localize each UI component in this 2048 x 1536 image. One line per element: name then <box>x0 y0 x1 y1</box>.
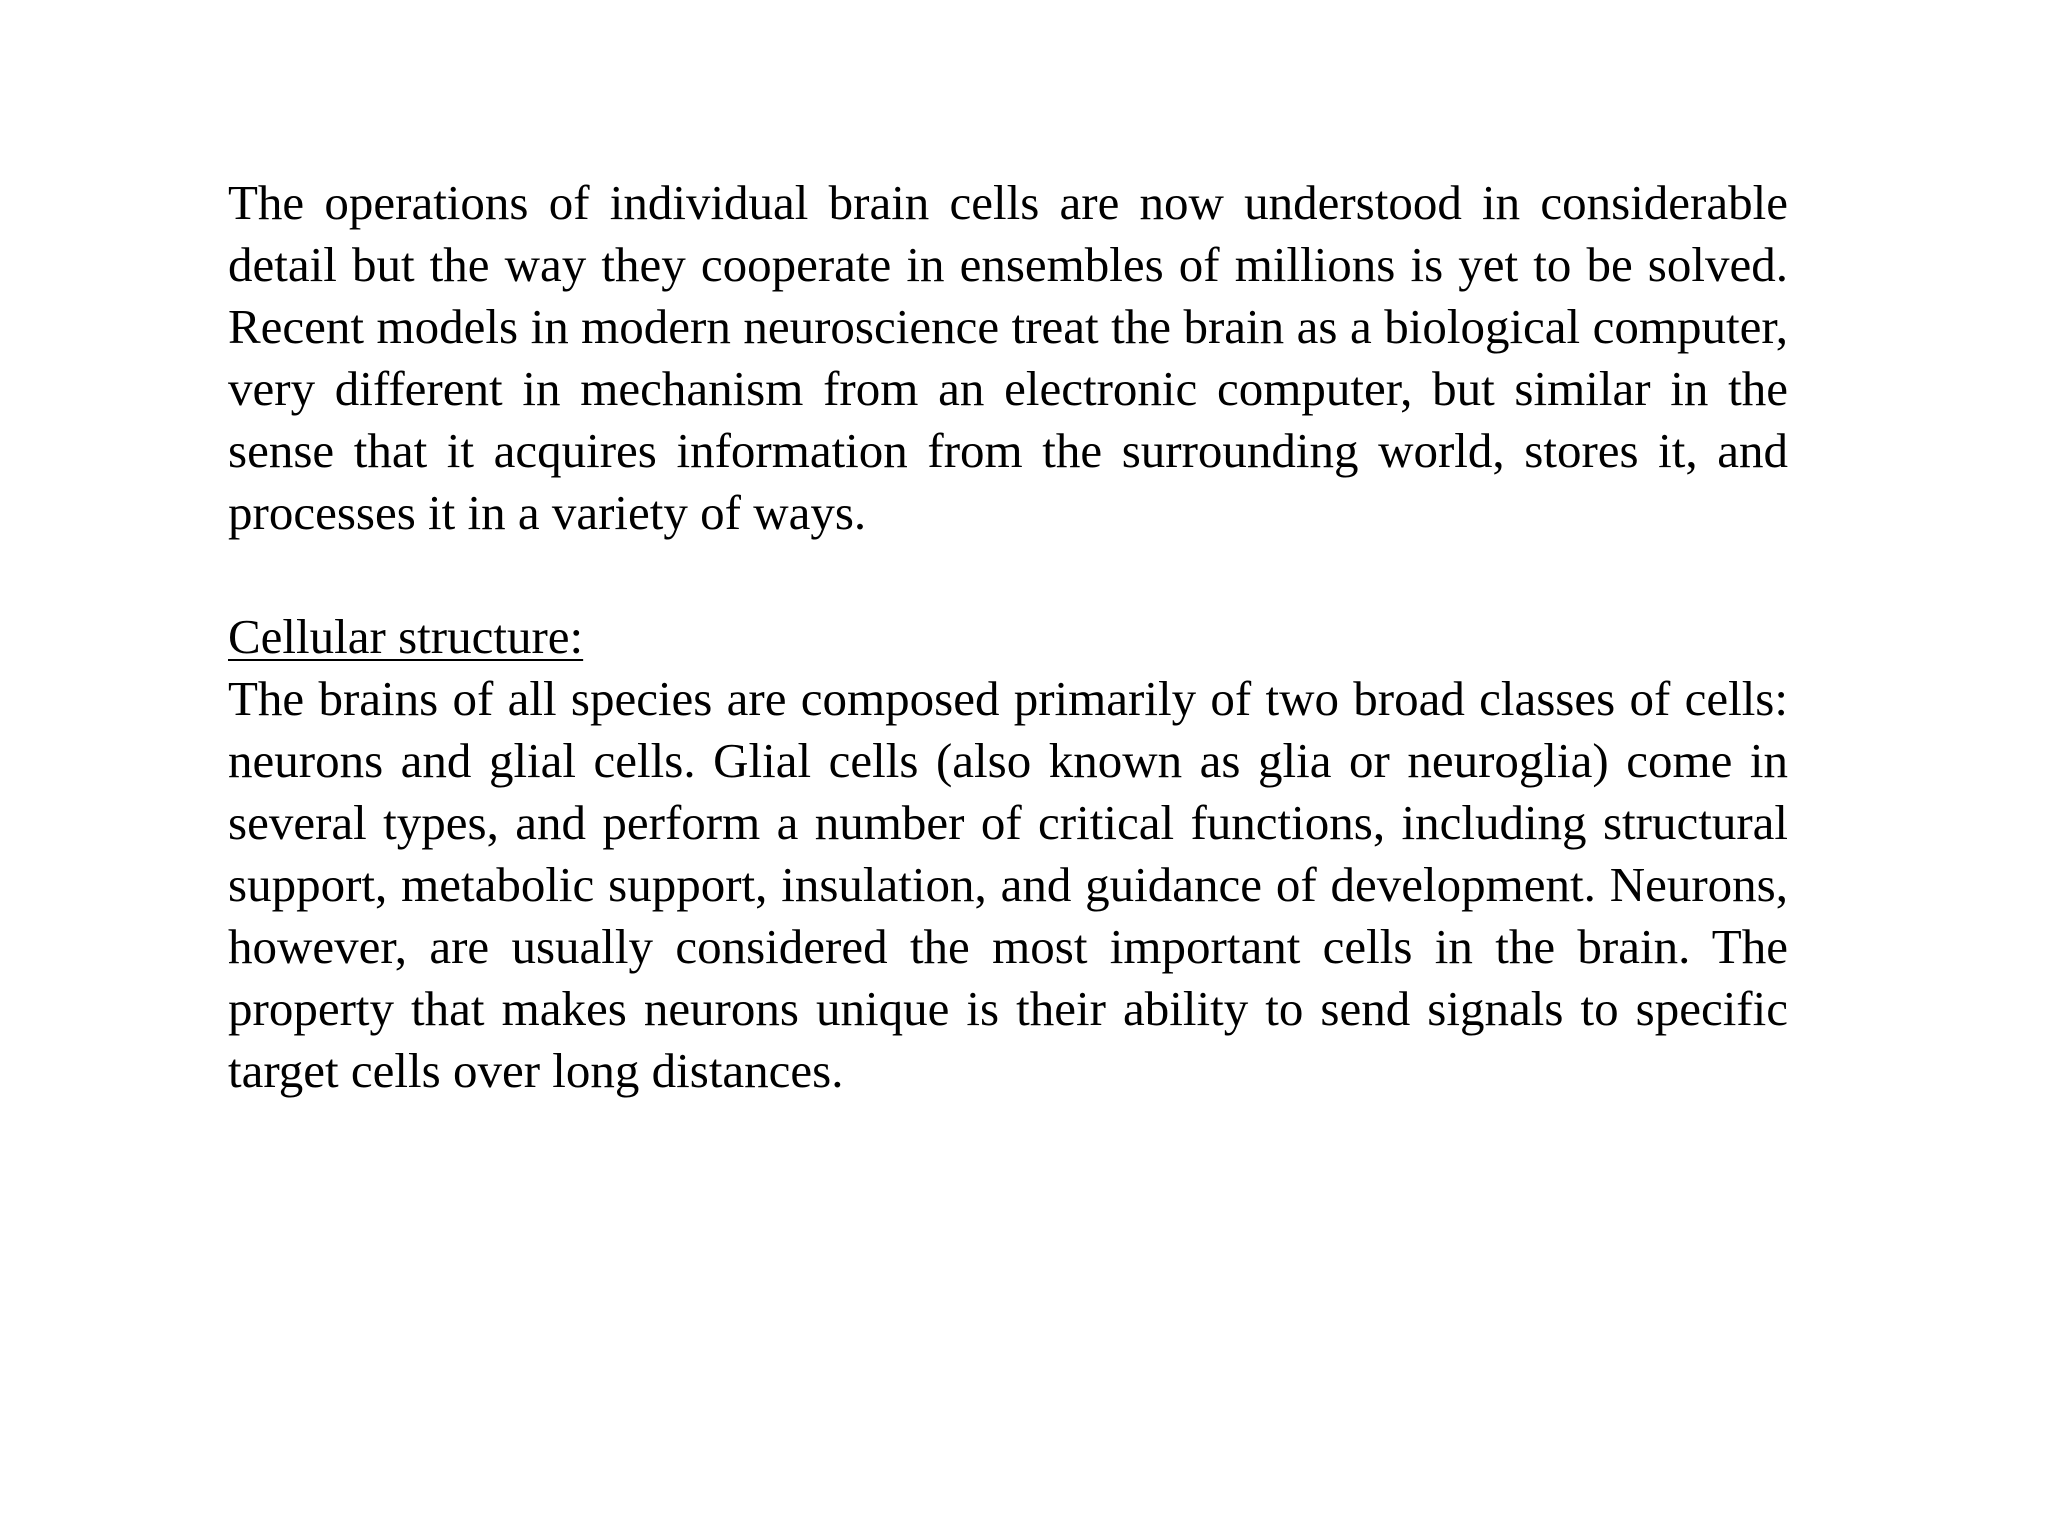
document-body <box>228 172 1788 1102</box>
intro-paragraph: The operations of individual brain cells are now understood in considerable detail but the way they cooperate in ensembles of millions is yet to be solved. Recent models in modern neuroscience treat the brain as a biological computer, very different in mechanism from an electronic computer, but similar in the sense that it acquires information from the surrounding world, stores it, and processes it in a variety of ways. <box>228 175 1788 540</box>
paragraph-spacer <box>228 544 1788 606</box>
section-heading: Cellular structure: <box>228 609 584 664</box>
section-paragraph: The brains of all species are composed primarily of two broad classes of cells: neurons and glial cells. Glial cells (also known as glia or neuroglia) come in several types, and perform a number of critical functions, including structural support, metabolic support, insulation, and guidance of development. Neurons, however, are usually considered the most important cells in the brain. The property that makes neurons unique is their ability to send signals to specific target cells over long distances. <box>228 671 1788 1098</box>
